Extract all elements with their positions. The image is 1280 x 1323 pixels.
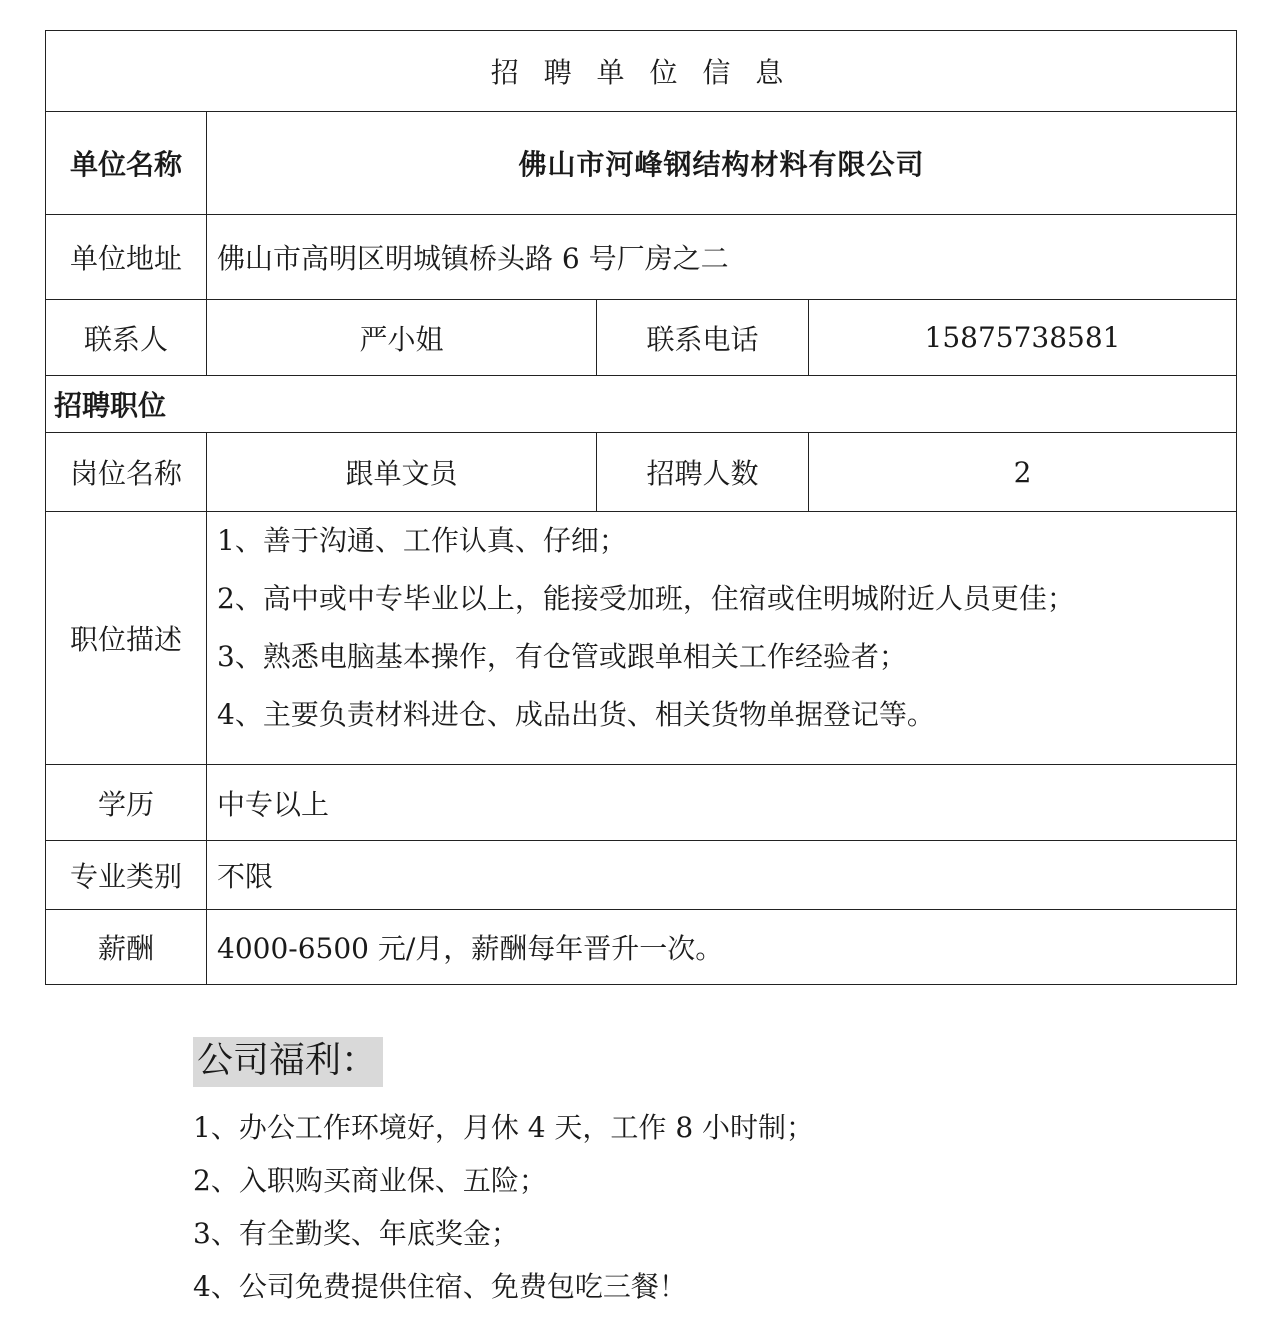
list-item: 4、主要负责材料进仓、成品出货、相关货物单据登记等。 <box>217 698 935 731</box>
desc-list <box>207 512 1236 744</box>
address-label: 单位地址 <box>46 215 207 300</box>
post-label: 岗位名称 <box>46 433 207 512</box>
contact-value: 严小姐 <box>207 300 597 376</box>
positions-section-label: 招聘职位 <box>46 376 1237 433</box>
recruitment-info-table <box>45 30 1237 985</box>
education-value: 中专以上 <box>207 765 1237 841</box>
description-row <box>46 512 1237 765</box>
list-item: 3、有全勤奖、年底奖金； <box>193 1217 519 1250</box>
company-name: 佛山市河峰钢结构材料有限公司 <box>207 112 1237 215</box>
position-row <box>46 433 1237 512</box>
post-value: 跟单文员 <box>207 433 597 512</box>
major-label: 专业类别 <box>46 841 207 910</box>
list-item: 2、入职购买商业保、五险； <box>193 1164 547 1197</box>
benefits-section <box>193 1037 1093 1313</box>
count-label: 招聘人数 <box>597 433 809 512</box>
phone-value: 15875738581 <box>809 300 1237 376</box>
count-value: 2 <box>809 433 1237 512</box>
table-title: 招 聘 单 位 信 息 <box>46 31 1237 112</box>
major-row <box>46 841 1237 910</box>
contact-row <box>46 300 1237 376</box>
benefits-list <box>193 1101 1093 1313</box>
list-item: 2、高中或中专毕业以上，能接受加班，住宿或住明城附近人员更佳； <box>217 582 1075 615</box>
contact-label: 联系人 <box>46 300 207 376</box>
company-address-row <box>46 215 1237 300</box>
desc-cell <box>207 512 1237 765</box>
education-row <box>46 765 1237 841</box>
company-name-label: 单位名称 <box>46 112 207 215</box>
desc-label: 职位描述 <box>46 512 207 765</box>
list-item: 3、熟悉电脑基本操作，有仓管或跟单相关工作经验者； <box>217 640 907 673</box>
list-item: 1、善于沟通、工作认真、仔细； <box>217 524 627 557</box>
major-value: 不限 <box>207 841 1237 910</box>
company-name-row <box>46 112 1237 215</box>
positions-section-row <box>46 376 1237 433</box>
list-item: 4、公司免费提供住宿、免费包吃三餐！ <box>193 1270 687 1303</box>
phone-label: 联系电话 <box>597 300 809 376</box>
list-item: 1、办公工作环境好，月休 4 天，工作 8 小时制； <box>193 1111 815 1144</box>
salary-value: 4000-6500 元/月，薪酬每年晋升一次。 <box>207 910 1237 985</box>
salary-row <box>46 910 1237 985</box>
table-heading-row <box>46 31 1237 112</box>
benefits-title: 公司福利： <box>193 1037 383 1087</box>
address-value: 佛山市高明区明城镇桥头路 6 号厂房之二 <box>207 215 1237 300</box>
salary-label: 薪酬 <box>46 910 207 985</box>
education-label: 学历 <box>46 765 207 841</box>
